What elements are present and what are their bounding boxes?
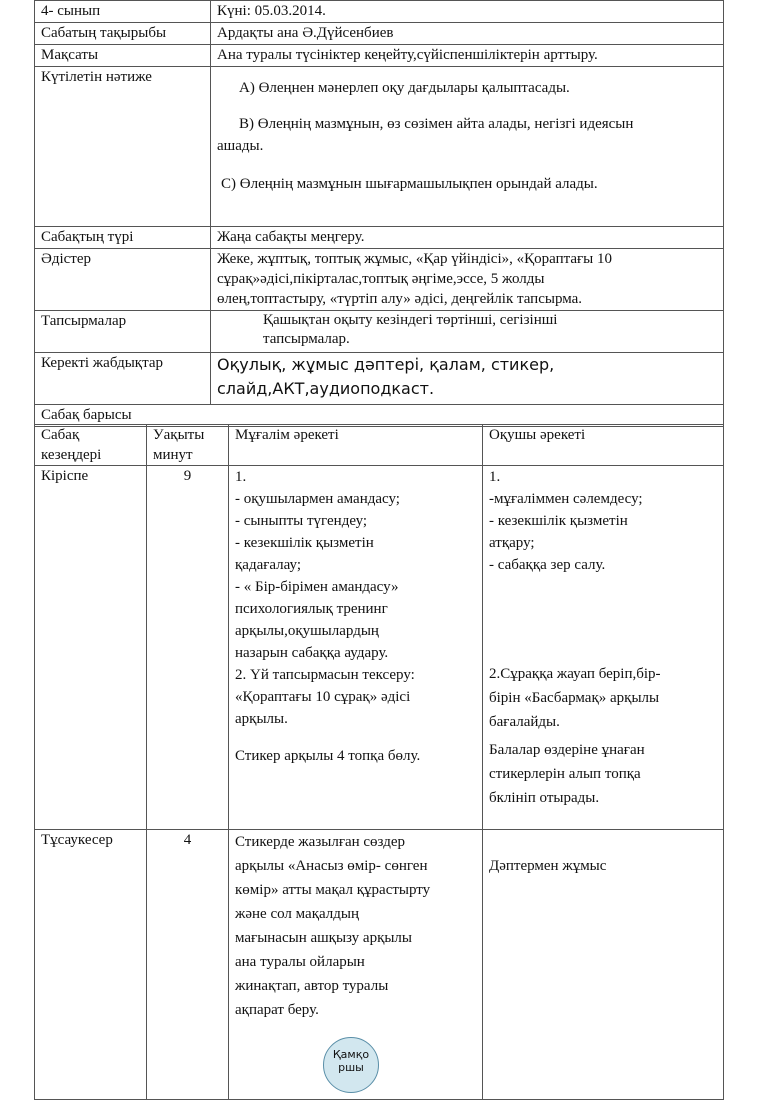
intro-teacher-line: - сыныпты түгендеу;	[235, 513, 368, 529]
stage-header	[35, 425, 147, 466]
intro-teacher-line: «Қораптағы 10 сұрақ» әдісі	[235, 689, 411, 705]
intro-student-line: - кезекшілік қызметін	[489, 513, 628, 529]
stage-brain-name: Тұсаукесер	[35, 830, 147, 1100]
equipment-line-1: Оқулық, жұмыс дәптері, қалам, стикер,	[217, 355, 555, 374]
methods-line-3: өлең,топтастыру, «түртіп алу» әдісі, деңгейлік тапсырма.	[217, 291, 583, 307]
intro-student-line: атқару;	[489, 535, 535, 551]
intro-teacher-lines	[235, 466, 476, 730]
methods-value	[211, 249, 724, 311]
intro-teacher-line: арқылы,оқушылардың	[235, 623, 379, 639]
tasks-label: Тапсырмалар	[35, 311, 211, 353]
equipment-line-2: слайд,АКТ,аудиоподкаст.	[217, 379, 435, 398]
topic-value: Ардақты ана Ә.Дүйсенбиев	[211, 23, 724, 45]
tasks-line-1: Қашықтан оқыту кезіндегі төртінші, сегізінші	[263, 312, 558, 328]
intro-teacher-line: психологиялық тренинг	[235, 601, 388, 617]
intro-teacher-line: - оқушылармен амандасу;	[235, 491, 400, 507]
intro-teacher-line: арқылы.	[235, 711, 288, 727]
intro-student-line: - сабаққа зер салу.	[489, 557, 606, 573]
intro-teacher-line: 1.	[235, 469, 247, 485]
brain-teacher-line: ақпарат беру.	[235, 1002, 319, 1018]
outcome-c: С) Өлеңнің мазмұнын шығармашылықпен орындай алады.	[221, 176, 598, 192]
process-title: Сабақ барысы	[35, 405, 724, 427]
intro-student3-line: стикерлерін алып топқа	[489, 766, 641, 782]
topic-label: Сабатың тақырыбы	[35, 23, 211, 45]
outcome-a: А) Өлеңнен мәнерлеп оқу дағдылары қалыптасады.	[239, 80, 570, 96]
lesson-type-value: Жаңа сабақты меңгеру.	[211, 227, 724, 249]
methods-label: Әдістер	[35, 249, 211, 311]
intro-student2-line: бағалайды.	[489, 714, 560, 730]
intro-student2-line: 2.Сұраққа жауап беріп,бір-	[489, 666, 661, 682]
intro-student-lines-2	[489, 662, 717, 734]
grade-cell: 4- сынып	[35, 1, 211, 23]
lesson-plan-header-table	[34, 0, 724, 427]
intro-student-line: -мұғаліммен сәлемдесу;	[489, 491, 643, 507]
intro-teacher-line: назарын сабаққа аудару.	[235, 645, 389, 661]
stage-intro-teacher	[229, 466, 483, 830]
badge-line-2: ршы	[338, 1061, 364, 1074]
intro-student3-line: Балалар өздеріне ұнаған	[489, 742, 645, 758]
goal-label: Мақсаты	[35, 45, 211, 67]
intro-student-lines-3	[489, 738, 717, 810]
equipment-value	[211, 353, 724, 405]
brain-teacher-line: жинақтап, автор туралы	[235, 978, 389, 994]
outcomes-label: Күтілетін нәтиже	[35, 67, 211, 227]
intro-student2-line: бірін «Басбармақ» арқылы	[489, 690, 660, 706]
tasks-value	[211, 311, 724, 353]
time-header-l2: минут	[153, 447, 193, 463]
outcome-b2: ашады.	[217, 138, 264, 154]
intro-teacher-line: - « Бір-бірімен амандасу»	[235, 579, 399, 595]
lesson-process-table	[34, 424, 724, 1100]
outcomes-value	[211, 67, 724, 227]
intro-student-line: 1.	[489, 469, 501, 485]
stage-header-l2: кезеңдері	[41, 447, 102, 463]
stage-intro-minutes: 9	[147, 466, 229, 830]
brain-teacher-line: көмір» атты мақал құрастырту	[235, 882, 431, 898]
tasks-line-2: тапсырмалар.	[263, 331, 350, 347]
intro-teacher-line: 2. Үй тапсырмасын тексеру:	[235, 667, 415, 683]
intro-teacher-line: - кезекшілік қызметін	[235, 535, 374, 551]
outcome-b1: В) Өлеңнің мазмұнын, өз сөзімен айта алады, негізгі идеясын	[239, 116, 634, 132]
mentor-badge	[323, 1037, 379, 1093]
brain-teacher-line: ана туралы ойларын	[235, 954, 365, 970]
stage-brain-minutes: 4	[147, 830, 229, 1100]
brain-student-text: Дәптермен жұмыс	[489, 858, 607, 874]
intro-teacher-line: қадағалау;	[235, 557, 302, 573]
stage-intro-student	[483, 466, 724, 830]
time-header	[147, 425, 229, 466]
stage-header-l1: Сабақ	[41, 427, 80, 443]
methods-line-1: Жеке, жұптық, топтық жұмыс, «Қар үйіндісі», «Қораптағы 10	[217, 251, 612, 267]
stage-brain-student	[483, 830, 724, 1100]
methods-line-2: сұрақ»әдісі,пікірталас,топтық әңгіме,эссе, 5 жолды	[217, 271, 545, 287]
brain-teacher-line: Стикерде жазылған сөздер	[235, 834, 406, 850]
intro-student-lines	[489, 466, 717, 576]
equipment-label: Керекті жабдықтар	[35, 353, 211, 405]
date-cell: Күні: 05.03.2014.	[211, 1, 724, 23]
stage-intro-name: Кіріспе	[35, 466, 147, 830]
brain-teacher-line: арқылы «Анасыз өмір- сөнген	[235, 858, 428, 874]
brain-teacher-line: мағынасын ашқызу арқылы	[235, 930, 412, 946]
brain-teacher-line: және сол мақалдың	[235, 906, 359, 922]
badge-line-1: Қамқо	[332, 1048, 370, 1061]
intro-teacher-extra: Стикер арқылы 4 топқа бөлу.	[235, 748, 421, 764]
brain-teacher-lines	[235, 830, 476, 1022]
student-header: Оқушы әрекеті	[483, 425, 724, 466]
goal-value: Ана туралы түсініктер кеңейту,сүйіспеншіліктерін арттыру.	[211, 45, 724, 67]
intro-student3-line: бклініп отырады.	[489, 790, 600, 806]
time-header-l1: Уақыты	[153, 427, 205, 443]
lesson-type-label: Сабақтың түрі	[35, 227, 211, 249]
teacher-header: Мұғалім әрекеті	[229, 425, 483, 466]
